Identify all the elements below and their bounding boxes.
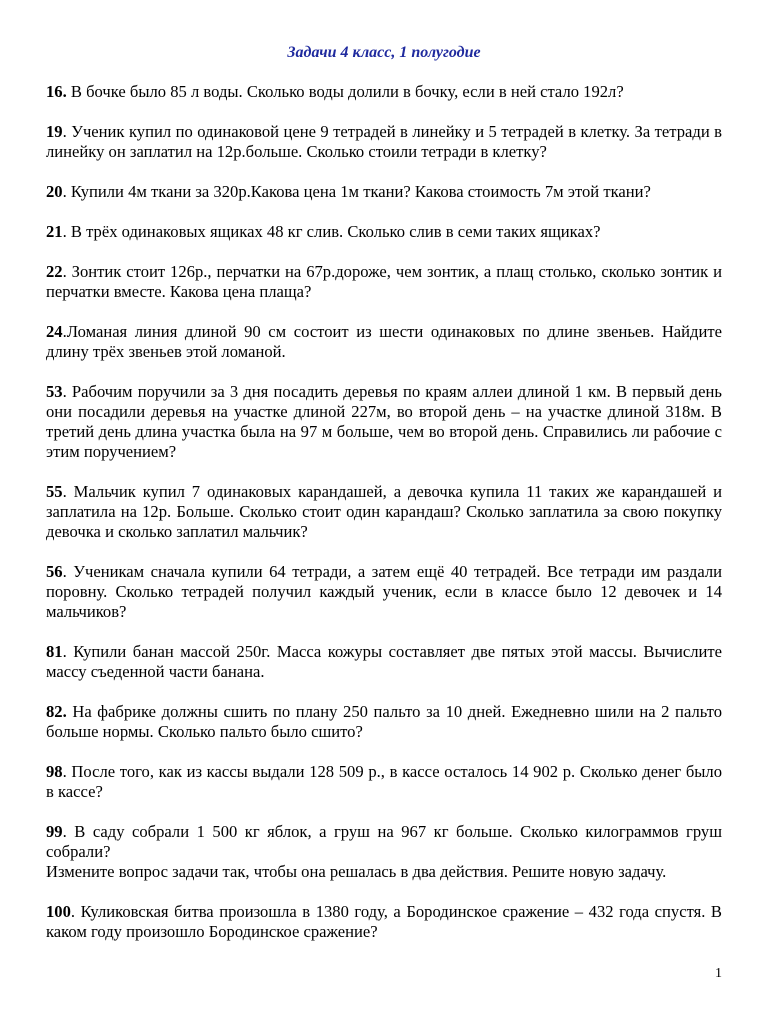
task-text: В бочке было 85 л воды. Сколько воды долили в бочку, если в ней стало 192л?: [66, 82, 624, 101]
task-number: 98: [46, 762, 63, 781]
task-item: [46, 482, 722, 542]
task-number: 19: [46, 122, 63, 141]
task-number: 55: [46, 482, 63, 501]
task-number: 81: [46, 642, 63, 661]
task-item: [46, 902, 722, 942]
task-text: . Купили банан массой 250г. Масса кожуры составляет две пятых этой массы. Вычислите массу съеденной части банана.: [46, 642, 722, 681]
task-paragraph: [46, 122, 722, 162]
task-paragraph: [46, 482, 722, 542]
task-paragraph: [46, 822, 722, 862]
task-paragraph: [46, 262, 722, 302]
task-text: . В саду собрали 1 500 кг яблок, а груш на 967 кг больше. Сколько килограммов груш собрали?: [46, 822, 722, 861]
task-paragraph: [46, 382, 722, 462]
task-number: 53: [46, 382, 63, 401]
task-paragraph: [46, 562, 722, 622]
task-item: [46, 222, 722, 242]
task-number: 20: [46, 182, 63, 201]
task-text: . Куликовская битва произошла в 1380 году, а Бородинское сражение – 432 года спустя. В каком году произошло Бородинское сражение?: [46, 902, 722, 941]
task-item: [46, 182, 722, 202]
task-item: [46, 762, 722, 802]
task-item: [46, 262, 722, 302]
page-title: Задачи 4 класс, 1 полугодие: [287, 44, 481, 61]
task-number: 16.: [46, 82, 67, 101]
task-paragraph: [46, 82, 722, 102]
task-paragraph: [46, 762, 722, 802]
task-number: 82.: [46, 702, 67, 721]
task-item: [46, 382, 722, 462]
task-paragraph: [46, 902, 722, 942]
task-paragraph: [46, 322, 722, 362]
task-text: . Купили 4м ткани за 320р.Какова цена 1м ткани? Какова стоимость 7м этой ткани?: [62, 182, 651, 201]
task-item: [46, 702, 722, 742]
task-number: 21: [46, 222, 63, 241]
task-text: . Рабочим поручили за 3 дня посадить деревья по краям аллеи длиной 1 км. В первый день они посадили деревья на участке длиной 227м, во второй день – на участке длиной 318м. В третий день длина участка была на 97 м больше, чем во второй день. Справились ли рабочие с этим поручением?: [46, 382, 722, 461]
task-number: 100: [46, 902, 71, 921]
task-item: [46, 642, 722, 682]
task-text: . В трёх одинаковых ящиках 48 кг слив. Сколько слив в семи таких ящиках?: [62, 222, 601, 241]
task-number: 22: [46, 262, 63, 281]
task-paragraph: [46, 642, 722, 682]
task-text: . Ученик купил по одинаковой цене 9 тетрадей в линейку и 5 тетрадей в клетку. За тетради в линейку он заплатил на 12р.больше. Сколько стоили тетради в клетку?: [46, 122, 722, 161]
task-paragraph: [46, 222, 722, 242]
task-number: 99: [46, 822, 63, 841]
task-item: [46, 822, 722, 882]
task-extra-paragraph: Измените вопрос задачи так, чтобы она решалась в два действия. Решите новую задачу.: [46, 862, 667, 881]
task-paragraph: [46, 702, 722, 742]
task-number: 56: [46, 562, 63, 581]
task-list: [46, 82, 722, 962]
task-number: 24: [46, 322, 63, 341]
task-text: . Зонтик стоит 126р., перчатки на 67р.дороже, чем зонтик, а плащ столько, сколько зонтик и перчатки вместе. Какова цена плаща?: [46, 262, 722, 301]
task-text: .Ломаная линия длиной 90 см состоит из шести одинаковых по длине звеньев. Найдите длину трёх звеньев этой ломаной.: [46, 322, 722, 361]
task-text: . После того, как из кассы выдали 128 509 р., в кассе осталось 14 902 р. Сколько денег было в кассе?: [46, 762, 722, 801]
task-item: [46, 122, 722, 162]
task-paragraph: [46, 182, 722, 202]
task-text: . Ученикам сначала купили 64 тетради, а затем ещё 40 тетрадей. Все тетради им раздали поровну. Сколько тетрадей получил каждый ученик, если в классе было 12 девочек и 14 мальчиков?: [46, 562, 722, 621]
task-item: [46, 82, 722, 102]
task-text: На фабрике должны сшить по плану 250 пальто за 10 дней. Ежедневно шили на 2 пальто больше нормы. Сколько пальто было сшито?: [46, 702, 722, 741]
task-item: [46, 322, 722, 362]
page-number: 1: [715, 966, 722, 981]
task-item: [46, 562, 722, 622]
task-text: . Мальчик купил 7 одинаковых карандашей, а девочка купила 11 таких же карандашей и заплатила на 12р. Больше. Сколько стоит один карандаш? Сколько заплатила за свою покупку девочка и сколько заплатил мальчик?: [46, 482, 722, 541]
